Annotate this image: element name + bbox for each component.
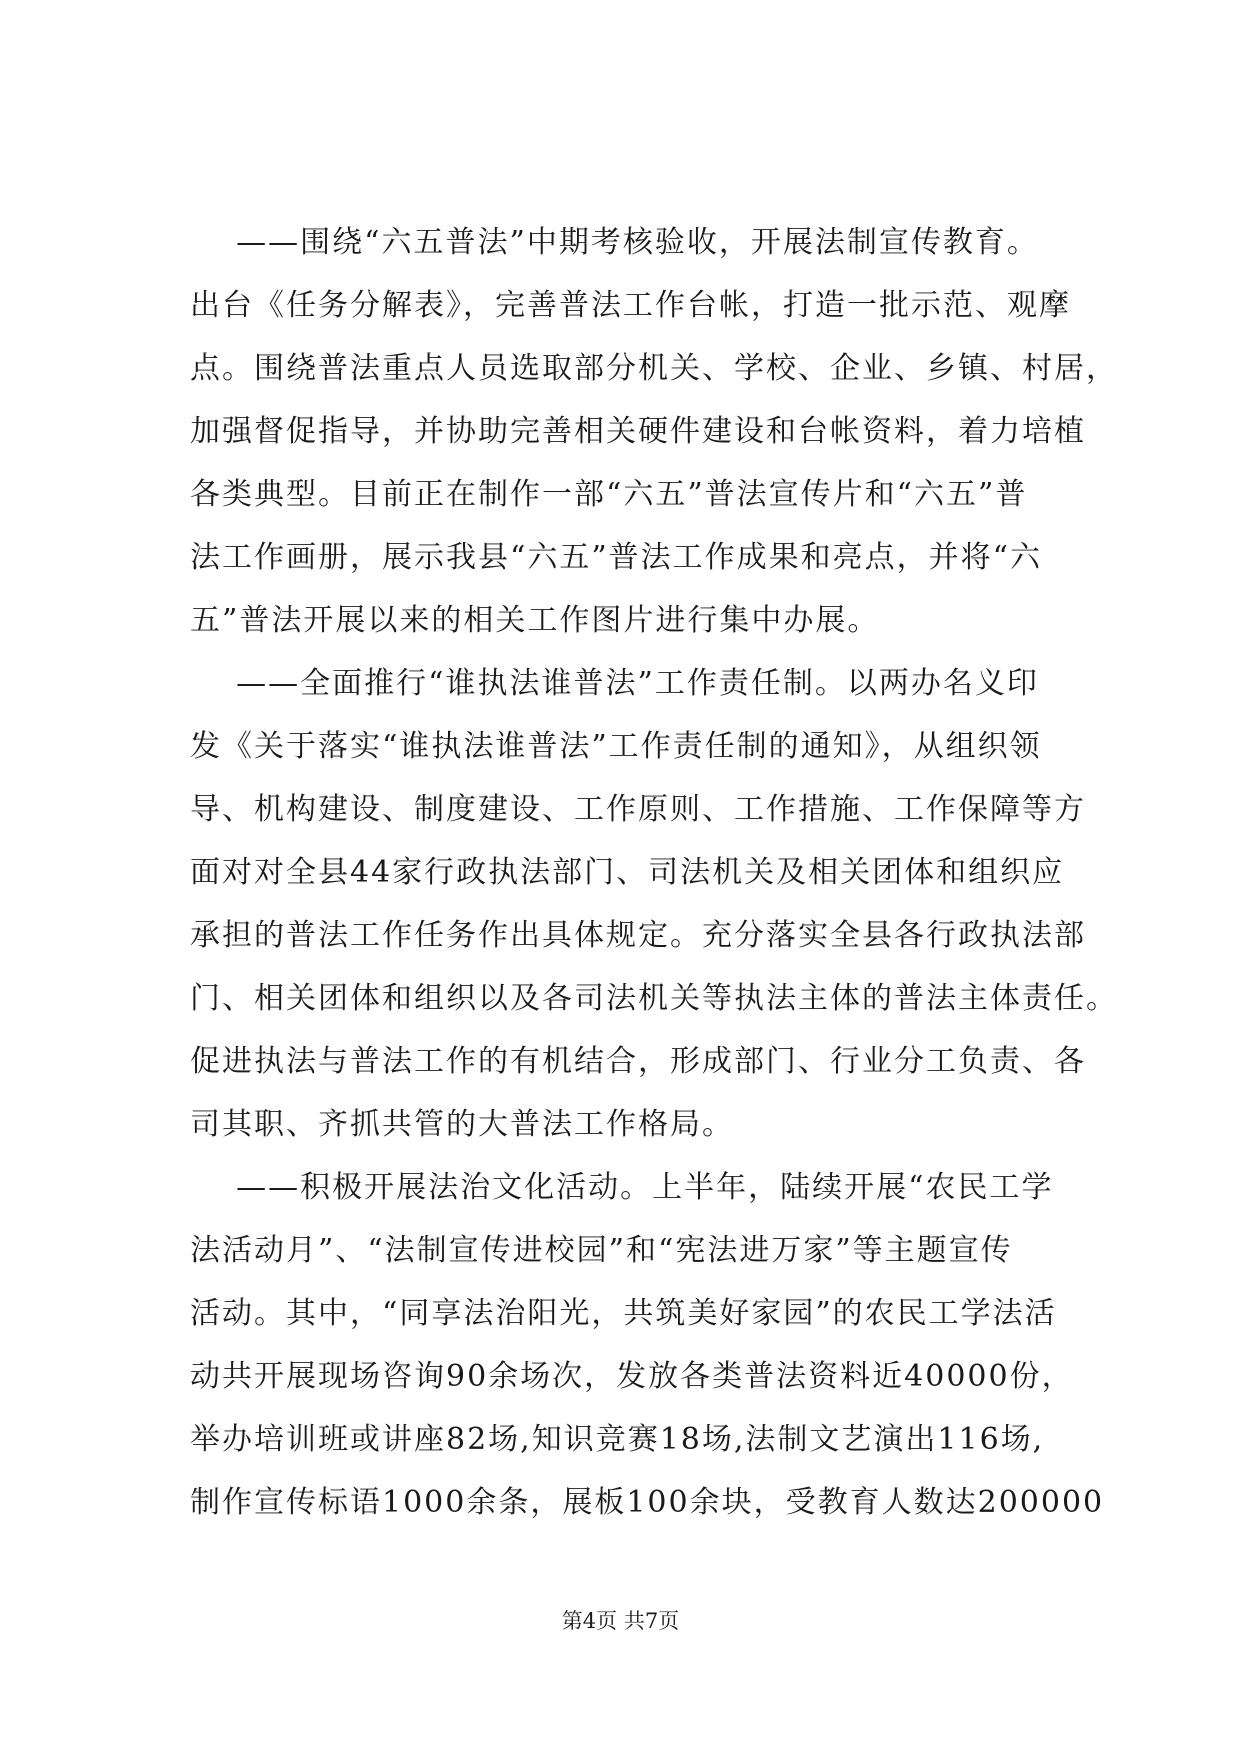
body-text-line: ——围绕“六五普法”中期考核验收，开展法制宣传教育。 [190,225,1039,260]
body-text-line: 门、相关团体和组织以及各司法机关等执法主体的普法主体责任。 [190,981,1118,1016]
body-text-line: 法活动月”、“法制宣传进校园”和“宪法进万家”等主题宣传 [190,1233,1013,1268]
body-text-line: 加强督促指导，并协助完善相关硬件建设和台帐资料，着力培植 [190,414,1086,449]
body-text-line: ——积极开展法治文化活动。上半年，陆续开展“农民工学 [190,1170,1054,1205]
body-text-line: 制作宣传标语1000余条，展板100余块，受教育人数达200000 [190,1485,1105,1520]
body-text-line: ——全面推行“谁执法谁普法”工作责任制。以两办名义印 [190,666,1039,701]
body-text-line: 活动。其中，“同享法治阳光，共筑美好家园”的农民工学法活 [190,1296,1057,1331]
body-text-line: 五”普法开展以来的相关工作图片进行集中办展。 [190,603,880,638]
body-text-line: 司其职、齐抓共管的大普法工作格局。 [190,1107,734,1142]
body-text-line: 法工作画册，展示我县“六五”普法工作成果和亮点，并将“六 [190,540,1043,575]
body-text-line: 面对对全县44家行政执法部门、司法机关及相关团体和组织应 [190,855,1065,890]
body-text-line: 承担的普法工作任务作出具体规定。充分落实全县各行政执法部 [190,918,1086,953]
body-text-line: 发《关于落实“谁执法谁普法”工作责任制的通知》，从组织领 [190,729,1042,764]
body-text-line: 点。围绕普法重点人员选取部分机关、学校、企业、乡镇、村居， [190,351,1118,386]
body-text-line: 导、机构建设、制度建设、工作原则、工作措施、工作保障等方 [190,792,1086,827]
body-text-line: 举办培训班或讲座82场,知识竞赛18场,法制文艺演出116场, [190,1422,1045,1457]
body-text-line: 出台《任务分解表》，完善普法工作台帐，打造一批示范、观摩 [190,288,1071,323]
body-text-line: 动共开展现场咨询90余场次，发放各类普法资料近40000份， [190,1359,1074,1394]
body-text-line: 各类典型。目前正在制作一部“六五”普法宣传片和“六五”普 [190,477,1028,512]
body-text-line: 促进执法与普法工作的有机结合，形成部门、行业分工负责、各 [190,1044,1086,1079]
page-footer: 第4页 共7页 [561,1609,680,1633]
